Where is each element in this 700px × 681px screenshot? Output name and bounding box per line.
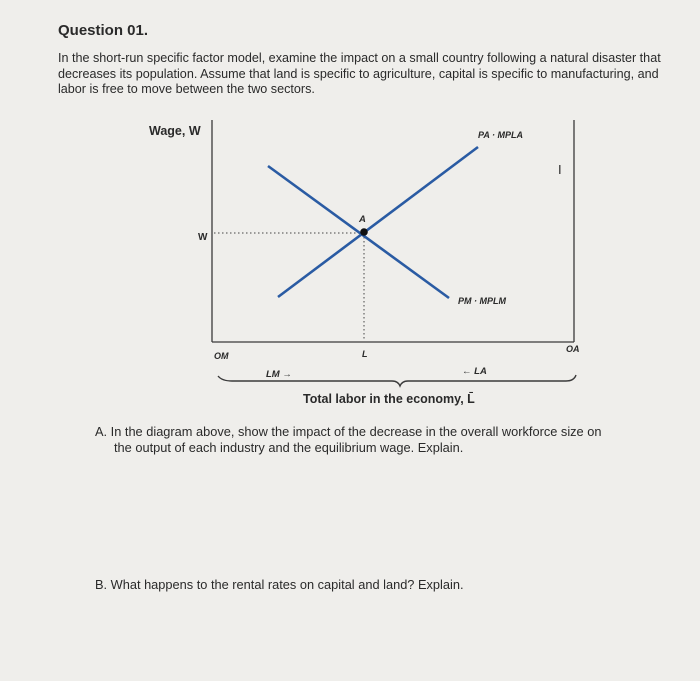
agriculture-curve-label: PA · MPLA <box>478 130 523 140</box>
manufacturing-curve-label: PM · MPLM <box>458 296 506 306</box>
part-a-letter: A. <box>95 424 108 439</box>
part-a-line2: the output of each industry and the equilibrium wage. Explain. <box>114 439 464 455</box>
question-title: Question 01. <box>58 22 149 39</box>
origin-agriculture-label: OA <box>566 344 580 354</box>
labor-point-label: L <box>362 349 368 359</box>
labor-manufacturing-label: LM → <box>266 369 292 380</box>
x-axis-label: Total labor in the economy, L̄ <box>303 392 475 406</box>
right-axis-mark: I <box>558 162 562 177</box>
agriculture-mpl-curve <box>278 147 478 297</box>
equilibrium-label: A <box>359 214 366 225</box>
part-a-question <box>95 424 685 455</box>
labor-agriculture-label: ← LA <box>462 366 487 377</box>
equilibrium-point <box>360 228 368 236</box>
part-b-question: B. What happens to the rental rates on capital and land? Explain. <box>95 577 464 592</box>
manufacturing-mpl-curve <box>268 166 449 298</box>
part-a-line1: In the diagram above, show the impact of the decrease in the overall workforce size on <box>110 424 602 439</box>
y-axis-label: Wage, W <box>149 124 201 138</box>
question-intro: In the short-run specific factor model, examine the impact on a small country following a natural disaster that decreases its population. Assume that land is specific to agriculture, capital is specific to manufacturing, and labor is free to move between the two sectors. <box>58 51 661 96</box>
origin-manufacturing-label: OM <box>214 351 229 361</box>
wage-label: W <box>198 232 208 243</box>
